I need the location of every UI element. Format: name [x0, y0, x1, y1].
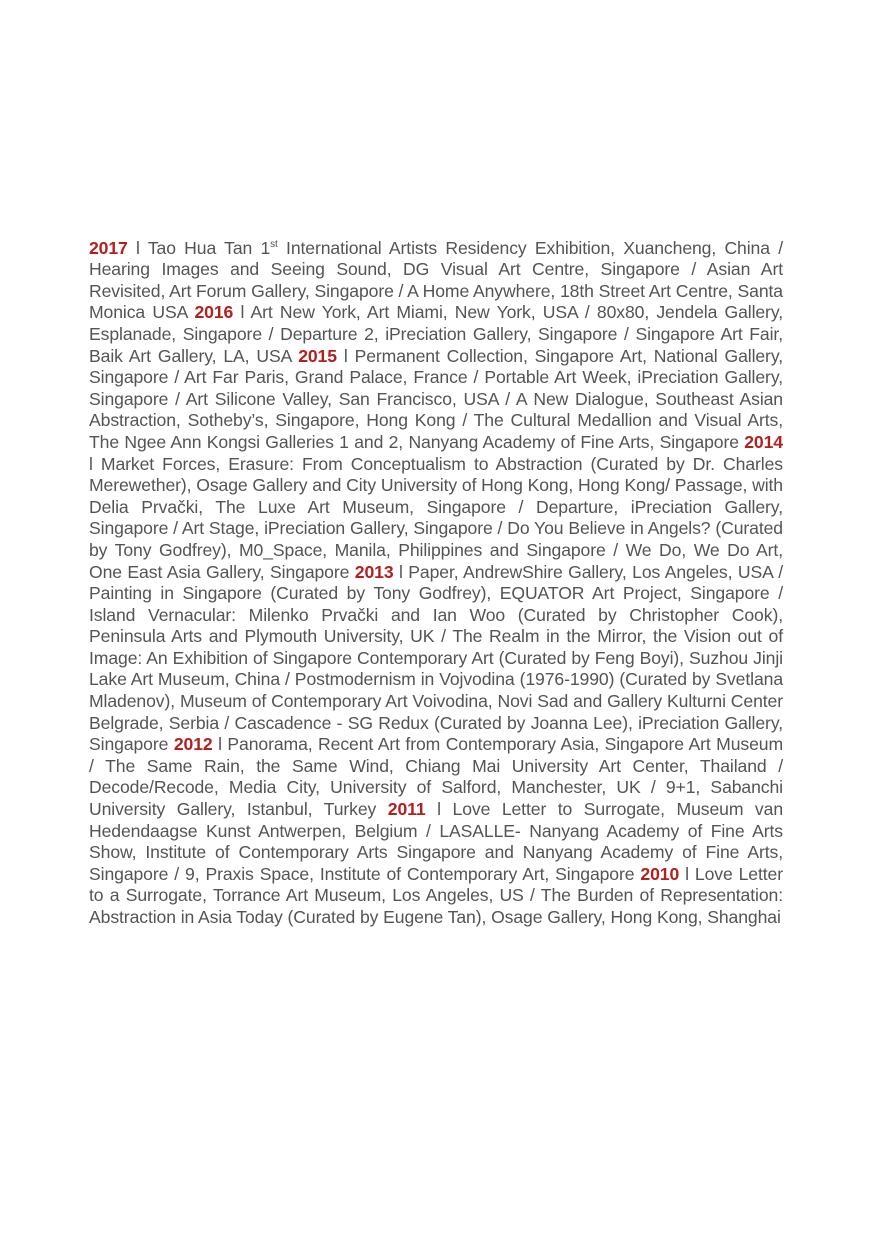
exhibition-history-paragraph: [89, 238, 783, 929]
entry-2010-text: l Love Letter to a Surrogate, Torrance Art Museum, Los Angeles, US / The Burden of Representation: Abstraction in Asia Today (Curated by Eugene Tan), Osage Gallery, Hong Kong, Shanghai: [89, 863, 783, 927]
year-2015: 2015: [298, 345, 337, 366]
entry-2012-text: l Panorama, Recent Art from Contemporary Asia, Singapore Art Museum / The Same Rain, the Same Wind, Chiang Mai University Art Center, Thailand / Decode/Recode, Media City, University of Salford, Manchester, UK / 9+1, Sabanchi University Gallery, Istanbul, Turkey: [89, 734, 784, 820]
entry-2017-prefix: l Tao Hua Tan 1: [127, 237, 271, 258]
entry-2011-text: l Love Letter to Surrogate, Museum van Hedendaagse Kunst Antwerpen, Belgium / LASALLE- Nanyang Academy of Fine Arts Show, Institute of Contemporary Arts Singapore and Nanyang Academy of Fine Arts, Singapore / 9, Praxis Space, Institute of Contemporary Art, Singapore: [89, 799, 783, 884]
year-2016: 2016: [194, 302, 234, 323]
year-2017: 2017: [89, 237, 128, 258]
ordinal-suffix: st: [270, 238, 278, 250]
year-2014: 2014: [744, 431, 783, 452]
year-2011: 2011: [387, 799, 426, 820]
year-2013: 2013: [354, 561, 394, 582]
entry-2013-text: l Paper, AndrewShire Gallery, Los Angeles, USA / Painting in Singapore (Curated by Tony Godfrey), EQUATOR Art Project, Singapore / Island Vernacular: Milenko Prvački and Ian Woo (Curated by Christopher Cook), Peninsula Arts and Plymouth University, UK / The Realm in the Mirror, the Vision out of Image: An Exhibition of Singapore Contemporary Art (Curated by Feng Boyi), Suzhou Jinji Lake Art Museum, China / Postmodernism in Vojvodina (1976-1990) (Curated by Svetlana Mladenov), Museum of Contemporary Art Voivodina, Novi Sad and Gallery Kulturni Center Belgrade, Serbia / Cascadence - SG Redux (Curated by Joanna Lee), iPreciation Gallery, Singapore: [89, 561, 783, 755]
entry-2016-text: l Art New York, Art Miami, New York, USA / 80x80, Jendela Gallery, Esplanade, Singapore / Departure 2, iPreciation Gallery, Singapore / Singapore Art Fair, Baik Art Gallery, LA, USA: [89, 302, 783, 366]
year-2010: 2010: [640, 863, 680, 884]
year-2012: 2012: [173, 734, 213, 755]
entry-2014-text: l Market Forces, Erasure: From Conceptualism to Abstraction (Curated by Dr. Charles Merewether), Osage Gallery and City University of Hong Kong, Hong Kong/ Passage, with Delia Prvački, The Luxe Art Museum, Singapore / Departure, iPreciation Gallery, Singapore / Art Stage, iPreciation Gallery, Singapore / Do You Believe in Angels? (Curated by Tony Godfrey), M0_Space, Manila, Philippines and Singapore / We Do, We Do Art, One East Asia Gallery, Singapore: [89, 453, 783, 582]
entry-2017-text: International Artists Residency Exhibition, Xuancheng, China / Hearing Images and Seeing Sound, DG Visual Art Centre, Singapore / Asian Art Revisited, Art Forum Gallery, Singapore / A Home Anywhere, 18th Street Art Centre, Santa Monica USA: [89, 237, 783, 323]
entry-2015-text: l Permanent Collection, Singapore Art, National Gallery, Singapore / Art Far Paris, Grand Palace, France / Portable Art Week, iPreciation Gallery, Singapore / Art Silicone Valley, San Francisco, USA / A New Dialogue, Southeast Asian Abstraction, Sotheby’s, Singapore, Hong Kong / The Cultural Medallion and Visual Arts, The Ngee Ann Kongsi Galleries 1 and 2, Nanyang Academy of Fine Arts, Singapore: [89, 345, 783, 452]
